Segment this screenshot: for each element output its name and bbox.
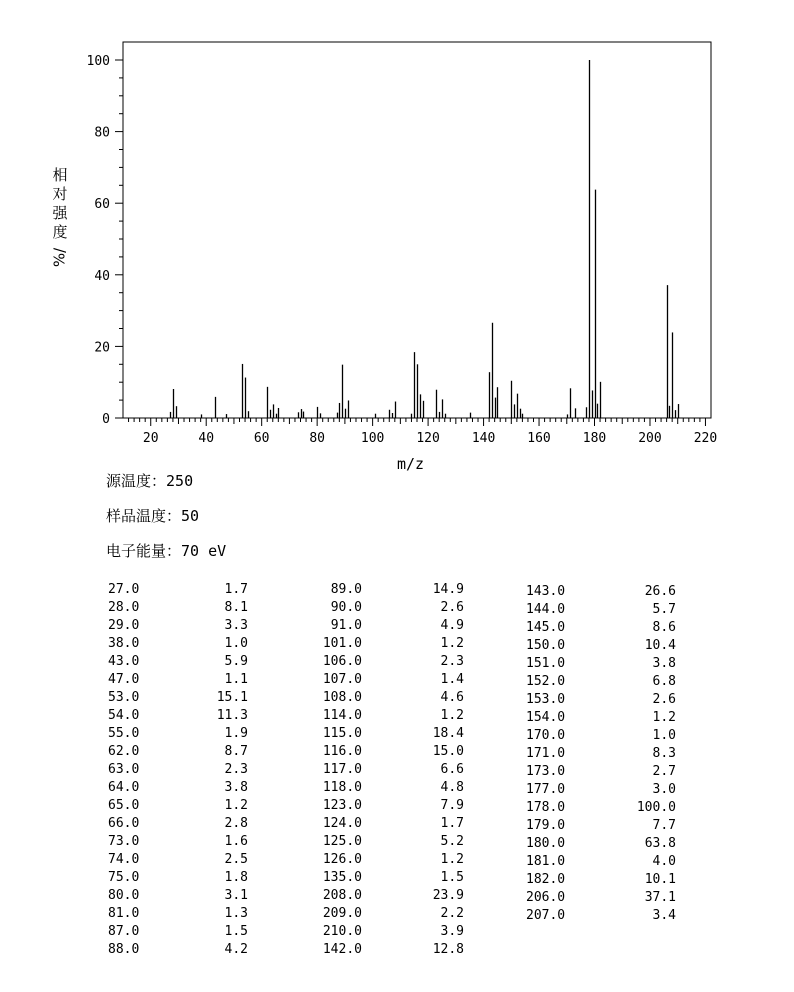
mz-value: 29.0 xyxy=(108,618,140,633)
condition-value: 250 xyxy=(166,472,194,490)
y-axis-label-char: 对 xyxy=(52,185,68,203)
table-row xyxy=(312,761,464,779)
y-axis-label-char: 度 xyxy=(52,223,68,241)
mz-value: 116.0 xyxy=(322,744,362,759)
abundance-value: 3.0 xyxy=(652,782,676,797)
mz-value: 74.0 xyxy=(108,852,140,867)
table-row xyxy=(526,889,676,907)
mz-value: 87.0 xyxy=(108,924,140,939)
x-tick-label: 180 xyxy=(582,431,607,446)
table-row xyxy=(526,835,676,853)
table-row xyxy=(108,707,248,725)
mz-value: 143.0 xyxy=(526,584,566,599)
abundance-value: 4.6 xyxy=(440,690,464,705)
table-row xyxy=(526,799,676,817)
y-tick-label: 80 xyxy=(94,125,110,141)
mz-value: 125.0 xyxy=(322,834,362,849)
x-axis-label: m/z xyxy=(397,455,425,473)
abundance-value: 4.0 xyxy=(652,854,676,869)
table-row xyxy=(312,599,464,617)
abundance-value: 1.2 xyxy=(440,852,464,867)
x-tick-label: 140 xyxy=(471,431,496,446)
abundance-value: 3.8 xyxy=(652,656,676,671)
abundance-value: 8.3 xyxy=(652,746,676,761)
table-row xyxy=(526,691,676,709)
table-row xyxy=(526,871,676,889)
table-row xyxy=(108,635,248,653)
mz-value: 154.0 xyxy=(526,710,566,725)
mz-value: 54.0 xyxy=(108,708,140,723)
mz-value: 151.0 xyxy=(526,656,566,671)
table-row xyxy=(526,601,676,619)
table-row xyxy=(108,581,248,599)
x-tick-label: 200 xyxy=(638,431,662,446)
table-row xyxy=(526,727,676,745)
condition-label: 源温度： xyxy=(106,472,167,490)
x-tick-label: 220 xyxy=(693,431,718,446)
abundance-value: 8.7 xyxy=(224,744,248,759)
abundance-value: 1.7 xyxy=(440,816,464,831)
mz-value: 181.0 xyxy=(526,854,566,869)
table-row xyxy=(312,869,464,887)
mz-value: 178.0 xyxy=(526,800,566,815)
mz-value: 75.0 xyxy=(108,870,140,885)
abundance-value: 4.9 xyxy=(440,618,464,633)
x-tick-label: 100 xyxy=(360,431,385,446)
table-row xyxy=(526,709,676,727)
y-tick-label: 20 xyxy=(94,340,110,356)
table-row xyxy=(108,923,248,941)
x-tick-label: 40 xyxy=(198,431,215,446)
mz-value: 153.0 xyxy=(526,692,566,707)
table-row xyxy=(526,781,676,799)
abundance-value: 2.6 xyxy=(440,600,464,615)
abundance-value: 3.4 xyxy=(652,908,676,923)
mz-value: 144.0 xyxy=(526,602,566,617)
mz-value: 145.0 xyxy=(526,620,566,635)
peak-table-column-2 xyxy=(312,581,464,959)
mz-value: 115.0 xyxy=(322,726,362,741)
abundance-value: 6.6 xyxy=(440,762,464,777)
abundance-value: 1.2 xyxy=(224,798,248,813)
mz-value: 209.0 xyxy=(322,906,362,921)
table-row xyxy=(526,817,676,835)
mz-value: 27.0 xyxy=(108,582,140,597)
table-row xyxy=(312,887,464,905)
table-row xyxy=(312,833,464,851)
mz-value: 91.0 xyxy=(330,618,362,633)
abundance-value: 1.0 xyxy=(652,728,676,743)
condition-value: 70 eV xyxy=(181,542,227,560)
sample-temperature xyxy=(106,505,199,526)
condition-value: 50 xyxy=(181,507,200,525)
condition-label: 样品温度： xyxy=(106,507,182,525)
x-tick-label: 60 xyxy=(253,431,270,446)
abundance-value: 3.8 xyxy=(224,780,248,795)
table-row xyxy=(312,635,464,653)
table-row xyxy=(108,869,248,887)
table-row xyxy=(526,637,676,655)
table-row xyxy=(312,851,464,869)
abundance-value: 1.2 xyxy=(440,636,464,651)
mz-value: 206.0 xyxy=(526,890,566,905)
mz-value: 135.0 xyxy=(322,870,362,885)
table-row xyxy=(526,619,676,637)
abundance-value: 12.8 xyxy=(432,942,464,957)
abundance-value: 2.5 xyxy=(224,852,248,867)
mz-value: 117.0 xyxy=(322,762,362,777)
y-axis-label-char: 相 xyxy=(52,166,68,184)
mz-value: 180.0 xyxy=(526,836,566,851)
abundance-value: 1.3 xyxy=(224,906,248,921)
abundance-value: 8.6 xyxy=(652,620,676,635)
table-row xyxy=(526,907,676,925)
table-row xyxy=(312,617,464,635)
table-row xyxy=(108,617,248,635)
table-row xyxy=(312,905,464,923)
abundance-value: 14.9 xyxy=(432,582,464,597)
y-tick-label: 40 xyxy=(94,268,110,284)
peak-table-column-3 xyxy=(526,583,676,925)
table-row xyxy=(108,851,248,869)
abundance-value: 1.6 xyxy=(224,834,248,849)
source-temperature xyxy=(106,470,193,491)
mz-value: 210.0 xyxy=(322,924,362,939)
table-row xyxy=(108,905,248,923)
mass-spectrum-chart xyxy=(0,0,794,480)
x-tick-label: 120 xyxy=(416,431,440,446)
abundance-value: 11.3 xyxy=(216,708,248,723)
abundance-value: 1.0 xyxy=(224,636,248,651)
abundance-value: 7.9 xyxy=(440,798,464,813)
table-row xyxy=(312,743,464,761)
table-row xyxy=(108,815,248,833)
abundance-value: 2.8 xyxy=(224,816,248,831)
abundance-value: 8.1 xyxy=(224,600,248,615)
table-row xyxy=(108,725,248,743)
table-row xyxy=(108,689,248,707)
mz-value: 171.0 xyxy=(526,746,566,761)
abundance-value: 3.9 xyxy=(440,924,464,939)
abundance-value: 2.3 xyxy=(224,762,248,777)
abundance-value: 15.1 xyxy=(216,690,248,705)
abundance-value: 4.2 xyxy=(224,942,248,957)
table-row xyxy=(526,745,676,763)
abundance-value: 1.5 xyxy=(440,870,464,885)
table-row xyxy=(312,797,464,815)
abundance-value: 5.2 xyxy=(440,834,464,849)
abundance-value: 4.8 xyxy=(440,780,464,795)
abundance-value: 15.0 xyxy=(432,744,464,759)
mz-value: 66.0 xyxy=(108,816,140,831)
table-row xyxy=(312,689,464,707)
table-row xyxy=(108,833,248,851)
y-axis-label xyxy=(48,166,72,267)
condition-label: 电子能量： xyxy=(106,542,182,560)
abundance-value: 63.8 xyxy=(644,836,676,851)
abundance-value: 1.4 xyxy=(440,672,464,687)
table-row xyxy=(108,743,248,761)
mz-value: 207.0 xyxy=(526,908,566,923)
table-row xyxy=(312,779,464,797)
mz-value: 182.0 xyxy=(526,872,566,887)
mz-value: 114.0 xyxy=(322,708,362,723)
table-row xyxy=(108,797,248,815)
abundance-value: 5.7 xyxy=(652,602,676,617)
y-tick-label: 60 xyxy=(94,197,110,213)
table-row xyxy=(526,763,676,781)
abundance-value: 3.3 xyxy=(224,618,248,633)
table-row xyxy=(312,923,464,941)
mz-value: 124.0 xyxy=(322,816,362,831)
electron-energy xyxy=(106,540,226,561)
table-row xyxy=(108,671,248,689)
mz-value: 47.0 xyxy=(108,672,140,687)
abundance-value: 10.1 xyxy=(644,872,676,887)
mz-value: 150.0 xyxy=(526,638,566,653)
y-axis-label-char: 强 xyxy=(52,204,68,222)
mz-value: 142.0 xyxy=(322,942,362,957)
abundance-value: 6.8 xyxy=(652,674,676,689)
abundance-value: 26.6 xyxy=(644,584,676,599)
mz-value: 65.0 xyxy=(108,798,140,813)
mz-value: 177.0 xyxy=(526,782,566,797)
mz-value: 43.0 xyxy=(108,654,140,669)
mz-value: 53.0 xyxy=(108,690,140,705)
abundance-value: 37.1 xyxy=(644,890,676,905)
mz-value: 152.0 xyxy=(526,674,566,689)
mz-value: 118.0 xyxy=(322,780,362,795)
mz-value: 107.0 xyxy=(322,672,362,687)
mz-value: 106.0 xyxy=(322,654,362,669)
mz-value: 80.0 xyxy=(108,888,140,903)
table-row xyxy=(312,707,464,725)
mz-value: 64.0 xyxy=(108,780,140,795)
y-axis-unit: %/ xyxy=(50,247,69,268)
table-row xyxy=(312,581,464,599)
table-row xyxy=(312,815,464,833)
mz-value: 55.0 xyxy=(108,726,140,741)
mz-value: 90.0 xyxy=(330,600,362,615)
mz-value: 101.0 xyxy=(322,636,362,651)
mz-value: 62.0 xyxy=(108,744,140,759)
table-row xyxy=(108,941,248,959)
x-tick-label: 160 xyxy=(527,431,551,446)
table-row xyxy=(108,761,248,779)
abundance-value: 1.1 xyxy=(224,672,248,687)
abundance-value: 23.9 xyxy=(432,888,464,903)
abundance-value: 1.2 xyxy=(652,710,676,725)
abundance-value: 2.2 xyxy=(440,906,464,921)
table-row xyxy=(526,853,676,871)
abundance-value: 1.5 xyxy=(224,924,248,939)
abundance-value: 18.4 xyxy=(432,726,464,741)
mz-value: 38.0 xyxy=(108,636,140,651)
abundance-value: 2.7 xyxy=(652,764,676,779)
table-row xyxy=(312,671,464,689)
abundance-value: 1.8 xyxy=(224,870,248,885)
mz-value: 179.0 xyxy=(526,818,566,833)
table-row xyxy=(108,599,248,617)
abundance-value: 1.7 xyxy=(224,582,248,597)
x-tick-label: 80 xyxy=(309,431,325,446)
peak-table-column-1 xyxy=(108,581,248,959)
abundance-value: 10.4 xyxy=(644,638,676,653)
mz-value: 81.0 xyxy=(108,906,140,921)
mz-value: 88.0 xyxy=(108,942,140,957)
table-row xyxy=(312,941,464,959)
table-row xyxy=(526,583,676,601)
abundance-value: 5.9 xyxy=(224,654,248,669)
mz-value: 28.0 xyxy=(108,600,140,615)
abundance-value: 7.7 xyxy=(652,818,676,833)
mz-value: 73.0 xyxy=(108,834,140,849)
x-tick-label: 20 xyxy=(142,431,159,446)
mz-value: 170.0 xyxy=(526,728,566,743)
mz-value: 126.0 xyxy=(322,852,362,867)
abundance-value: 1.9 xyxy=(224,726,248,741)
mz-value: 89.0 xyxy=(330,582,362,597)
abundance-value: 3.1 xyxy=(224,888,248,903)
mz-value: 63.0 xyxy=(108,762,140,777)
abundance-value: 100.0 xyxy=(636,800,676,815)
abundance-value: 2.6 xyxy=(652,692,676,707)
table-row xyxy=(108,653,248,671)
plot-frame xyxy=(123,42,711,418)
table-row xyxy=(108,779,248,797)
mz-value: 123.0 xyxy=(322,798,362,813)
y-tick-label: 0 xyxy=(102,412,110,427)
y-tick-label: 100 xyxy=(86,54,110,69)
table-row xyxy=(526,673,676,691)
mz-value: 208.0 xyxy=(322,888,362,903)
table-row xyxy=(312,725,464,743)
table-row xyxy=(312,653,464,671)
table-row xyxy=(526,655,676,673)
abundance-value: 1.2 xyxy=(440,708,464,723)
mz-value: 173.0 xyxy=(526,764,566,779)
table-row xyxy=(108,887,248,905)
mz-value: 108.0 xyxy=(322,690,362,705)
abundance-value: 2.3 xyxy=(440,654,464,669)
